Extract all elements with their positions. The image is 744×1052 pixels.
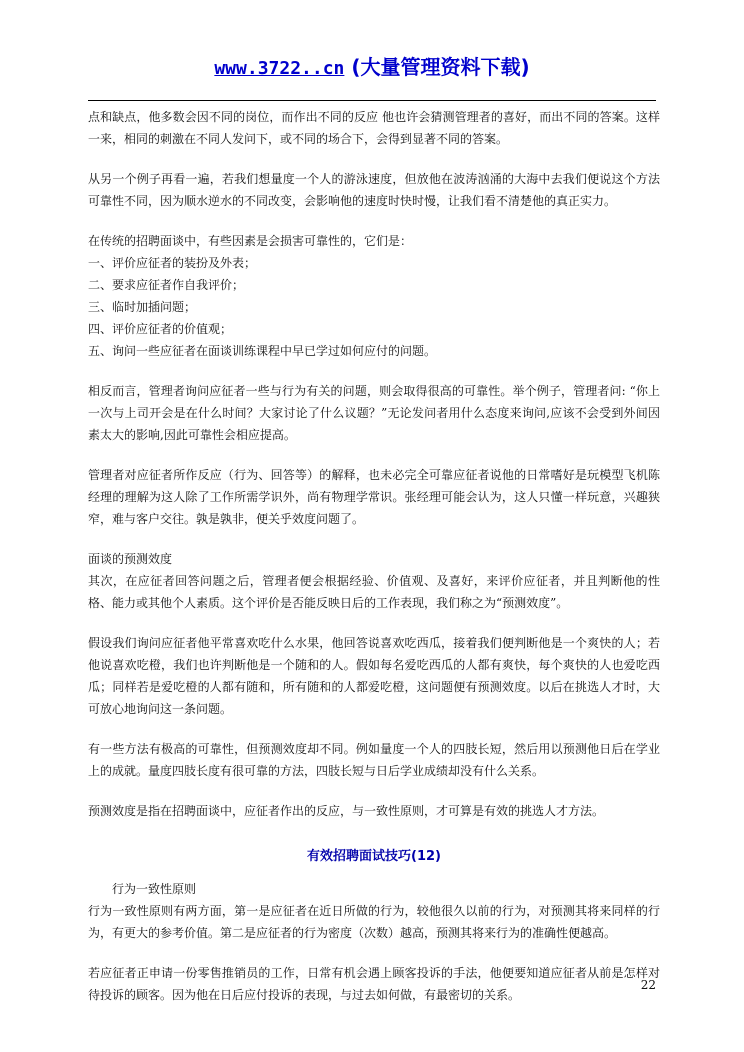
- paragraph: 相反而言，管理者询问应征者一些与行为有关的问题，则会取得很高的可靠性。举个例子，管理者问: “你上一次与上司开会是在什么时间？大家讨论了什么议题？”无论发问者用什么态度来询问,应该不会受到外间因素太大的影响,因此可靠性会相应提高。: [88, 384, 660, 442]
- factor-item: 二、要求应征者作自我评价；: [88, 278, 245, 292]
- page-header: [0, 52, 744, 84]
- header-suffix: (大量管理资料下载): [344, 55, 530, 79]
- paragraph: 管理者对应征者所作反应（行为、回答等）的解释，也未必完全可靠应征者说他的日常嗜好是玩模型飞机陈经理的理解为这人除了工作所需学识外，尚有物理学常识。张经理可能会认为，这人只懂一样玩意，兴趣狭窄，难与客户交往。孰是孰非，便关乎效度问题了。: [88, 468, 660, 526]
- paragraph: 预测效度是指在招聘面谈中，应征者作出的反应，与一致性原则，才可算是有效的挑选人才方法。: [88, 804, 605, 818]
- principle-heading: 行为一致性原则: [112, 882, 197, 896]
- header-rule: [88, 100, 656, 101]
- paragraph: 若应征者正申请一份零售推销员的工作，日常有机会遇上顾客投诉的手法，他便要知道应征者从前是怎样对待投诉的顾客。因为他在日后应付投诉的表现，与过去如何做，有最密切的关系。: [88, 966, 660, 1002]
- paragraph: 有一些方法有极高的可靠性，但预测效度却不同。例如量度一个人的四肢长短，然后用以预测他日后在学业上的成就。量度四肢长度有很可靠的方法，四肢长短与日后学业成绩却没有什么关系。: [88, 742, 660, 778]
- site-link[interactable]: www.3722..cn: [214, 58, 345, 79]
- factor-item: 五、询问一些应征者在面谈训练课程中早已学过如何应付的问题。: [88, 344, 437, 358]
- paragraph: 行为一致性原则有两方面，第一是应征者在近日所做的行为，较他很久以前的行为，对预测其将来同样的行为，有更大的参考价值。第二是应征者的行为密度（次数）越高，预测其将来行为的准确性便越高。: [88, 904, 660, 940]
- factor-item: 三、临时加插问题；: [88, 300, 197, 314]
- factors-intro: 在传统的招聘面谈中，有些因素是会损害可靠性的，它们是：: [88, 234, 413, 248]
- page-number: 22: [640, 978, 656, 992]
- paragraph: 其次，在应征者回答问题之后，管理者便会根据经验、价值观、及喜好，来评价应征者，并且判断他的性格、能力或其他个人素质。这个评价是否能反映日后的工作表现，我们称之为“预测效度”。: [88, 574, 660, 610]
- factor-item: 一、评价应征者的装扮及外表；: [88, 256, 257, 270]
- paragraph: 从另一个例子再看一遍，若我们想量度一个人的游泳速度，但放他在波涛汹涌的大海中去我们便说这个方法可靠性不同，因为顺水逆水的不同改变，会影响他的速度时快时慢，让我们看不清楚他的真正实力。: [88, 172, 660, 208]
- paragraph: 假设我们询问应征者他平常喜欢吃什么水果，他回答说喜欢吃西瓜，接着我们便判断他是一个爽快的人；若他说喜欢吃橙，我们也许判断他是一个随和的人。假如每名爱吃西瓜的人都有爽快，每个爽快的人也爱吃西瓜；同样若是爱吃橙的人都有随和，所有随和的人都爱吃橙，这问题便有预测效度。以后在挑选人才时，大可放心地询问这一条问题。: [88, 636, 660, 716]
- factor-item: 四、评价应征者的价值观；: [88, 322, 233, 336]
- section-title: 有效招聘面试技巧(12): [307, 849, 441, 864]
- paragraph: 点和缺点，他多数会因不同的岗位，而作出不同的反应 他也许会猜测管理者的喜好，而出不同的答案。这样一来，相同的刺激在不同人发问下，或不同的场合下，会得到显著不同的答案。: [88, 110, 660, 146]
- validity-heading: 面谈的预测效度: [88, 552, 173, 566]
- document-body: [88, 106, 660, 1006]
